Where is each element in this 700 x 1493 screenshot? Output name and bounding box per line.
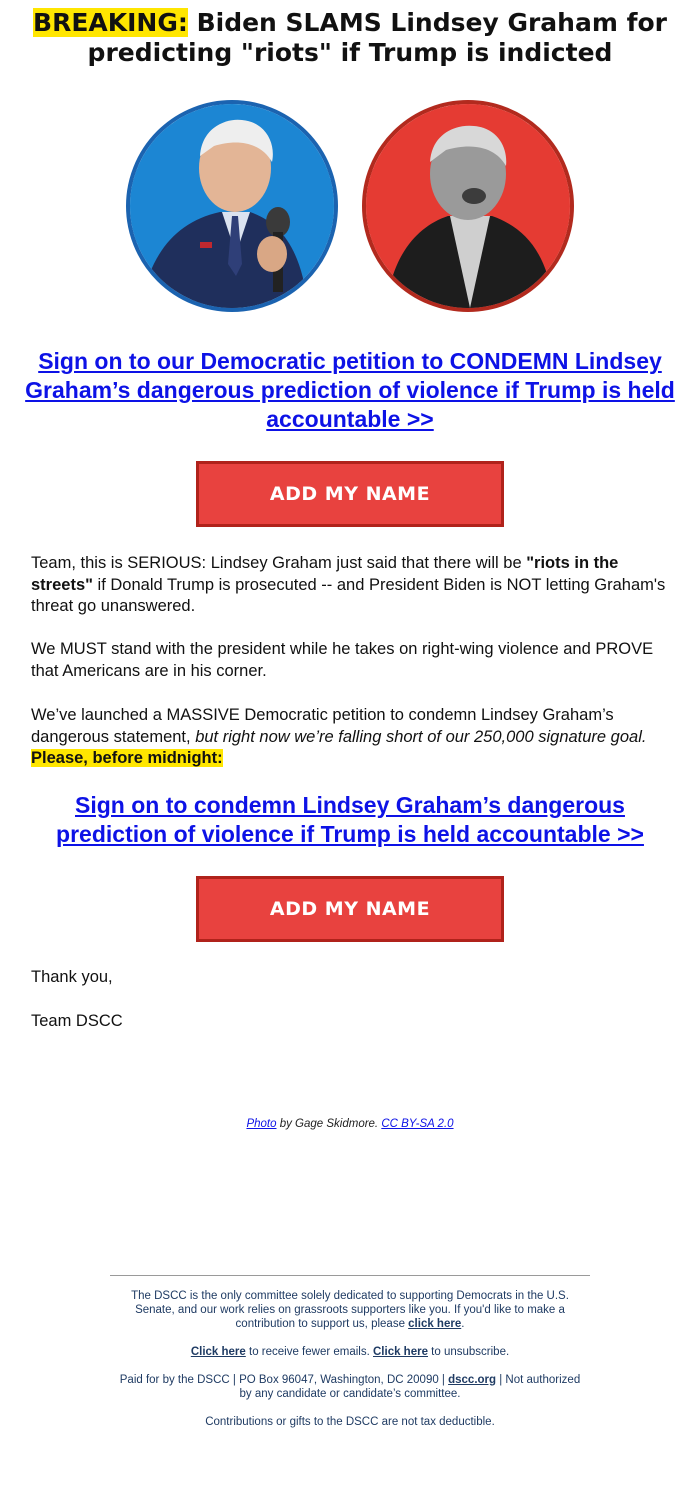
paragraph-petition	[31, 705, 671, 770]
footer-divider	[110, 1275, 590, 1276]
paragraph-serious	[31, 553, 671, 618]
graham-portrait[interactable]	[362, 100, 574, 312]
add-my-name-button-1[interactable]: ADD MY NAME	[196, 461, 504, 527]
signature: Team DSCC	[31, 1012, 123, 1030]
footer-about	[115, 1289, 585, 1331]
biden-portrait[interactable]	[126, 100, 338, 312]
footer-email-prefs	[115, 1345, 585, 1359]
photo-link[interactable]: Photo	[246, 1118, 277, 1130]
footer-about-end: .	[461, 1318, 465, 1330]
fewer-emails-text: to receive fewer emails.	[245, 1346, 373, 1358]
headline-text: Biden SLAMS Lindsey Graham for predicting "riots" if Trump is indicted	[87, 8, 667, 67]
p1-text-a: Team, this is SERIOUS: Lindsey Graham just said that there will be	[31, 554, 527, 572]
p1-text-c: if Donald Trump is prosecuted -- and President Biden is NOT letting Graham's threat go unanswered.	[31, 575, 666, 615]
p3-falling-short: but right now we’re falling short of our 250,000 signature goal.	[195, 727, 647, 746]
thank-you: Thank you,	[31, 968, 113, 986]
paid-for-end: | Not authorized by any candidate or candidate’s committee.	[239, 1374, 581, 1400]
contribute-link[interactable]: click here	[408, 1318, 462, 1330]
headline	[20, 8, 680, 68]
dscc-site-link[interactable]: dscc.org	[448, 1374, 497, 1386]
p3-midnight-highlight: Please, before midnight:	[31, 749, 223, 767]
footer-about-text: The DSCC is the only committee solely dedicated to supporting Democrats in the U.S. Senate, and our work relies on grassroots supporters like you. If you'd like to make a contribution to support us, please	[131, 1290, 569, 1330]
footer-tax-note: Contributions or gifts to the DSCC are not tax deductible.	[205, 1416, 495, 1428]
graham-photo	[366, 104, 570, 308]
license-link[interactable]: CC BY-SA 2.0	[381, 1118, 454, 1130]
unsubscribe-text: to unsubscribe.	[427, 1346, 510, 1358]
paid-for-text: Paid for by the DSCC | PO Box 96047, Washington, DC 20090 |	[119, 1374, 449, 1386]
footer-paid-for	[115, 1373, 585, 1401]
photo-credit	[0, 1118, 700, 1130]
add-my-name-button-2[interactable]: ADD MY NAME	[196, 876, 504, 942]
biden-photo	[130, 104, 334, 308]
petition-link-1[interactable]: Sign on to our Democratic petition to CONDEMN Lindsey Graham’s dangerous prediction of violence if Trump is held accountable >>	[25, 348, 675, 432]
fewer-emails-link[interactable]: Click here	[190, 1346, 246, 1358]
p3-text-a: We’ve launched a MASSIVE Democratic petition to condemn Lindsey Graham’s dangerous statement,	[31, 706, 614, 746]
paragraph-stand: We MUST stand with the president while he takes on right-wing violence and PROVE that Americans are in his corner.	[31, 640, 654, 680]
petition-link-2[interactable]: Sign on to condemn Lindsey Graham’s dangerous prediction of violence if Trump is held accountable >>	[56, 792, 644, 847]
unsubscribe-link[interactable]: Click here	[373, 1346, 428, 1358]
breaking-label: BREAKING:	[33, 8, 188, 37]
photo-credit-by: by Gage Skidmore.	[276, 1118, 382, 1130]
p1-riots-quote: "riots in the streets"	[31, 554, 619, 594]
